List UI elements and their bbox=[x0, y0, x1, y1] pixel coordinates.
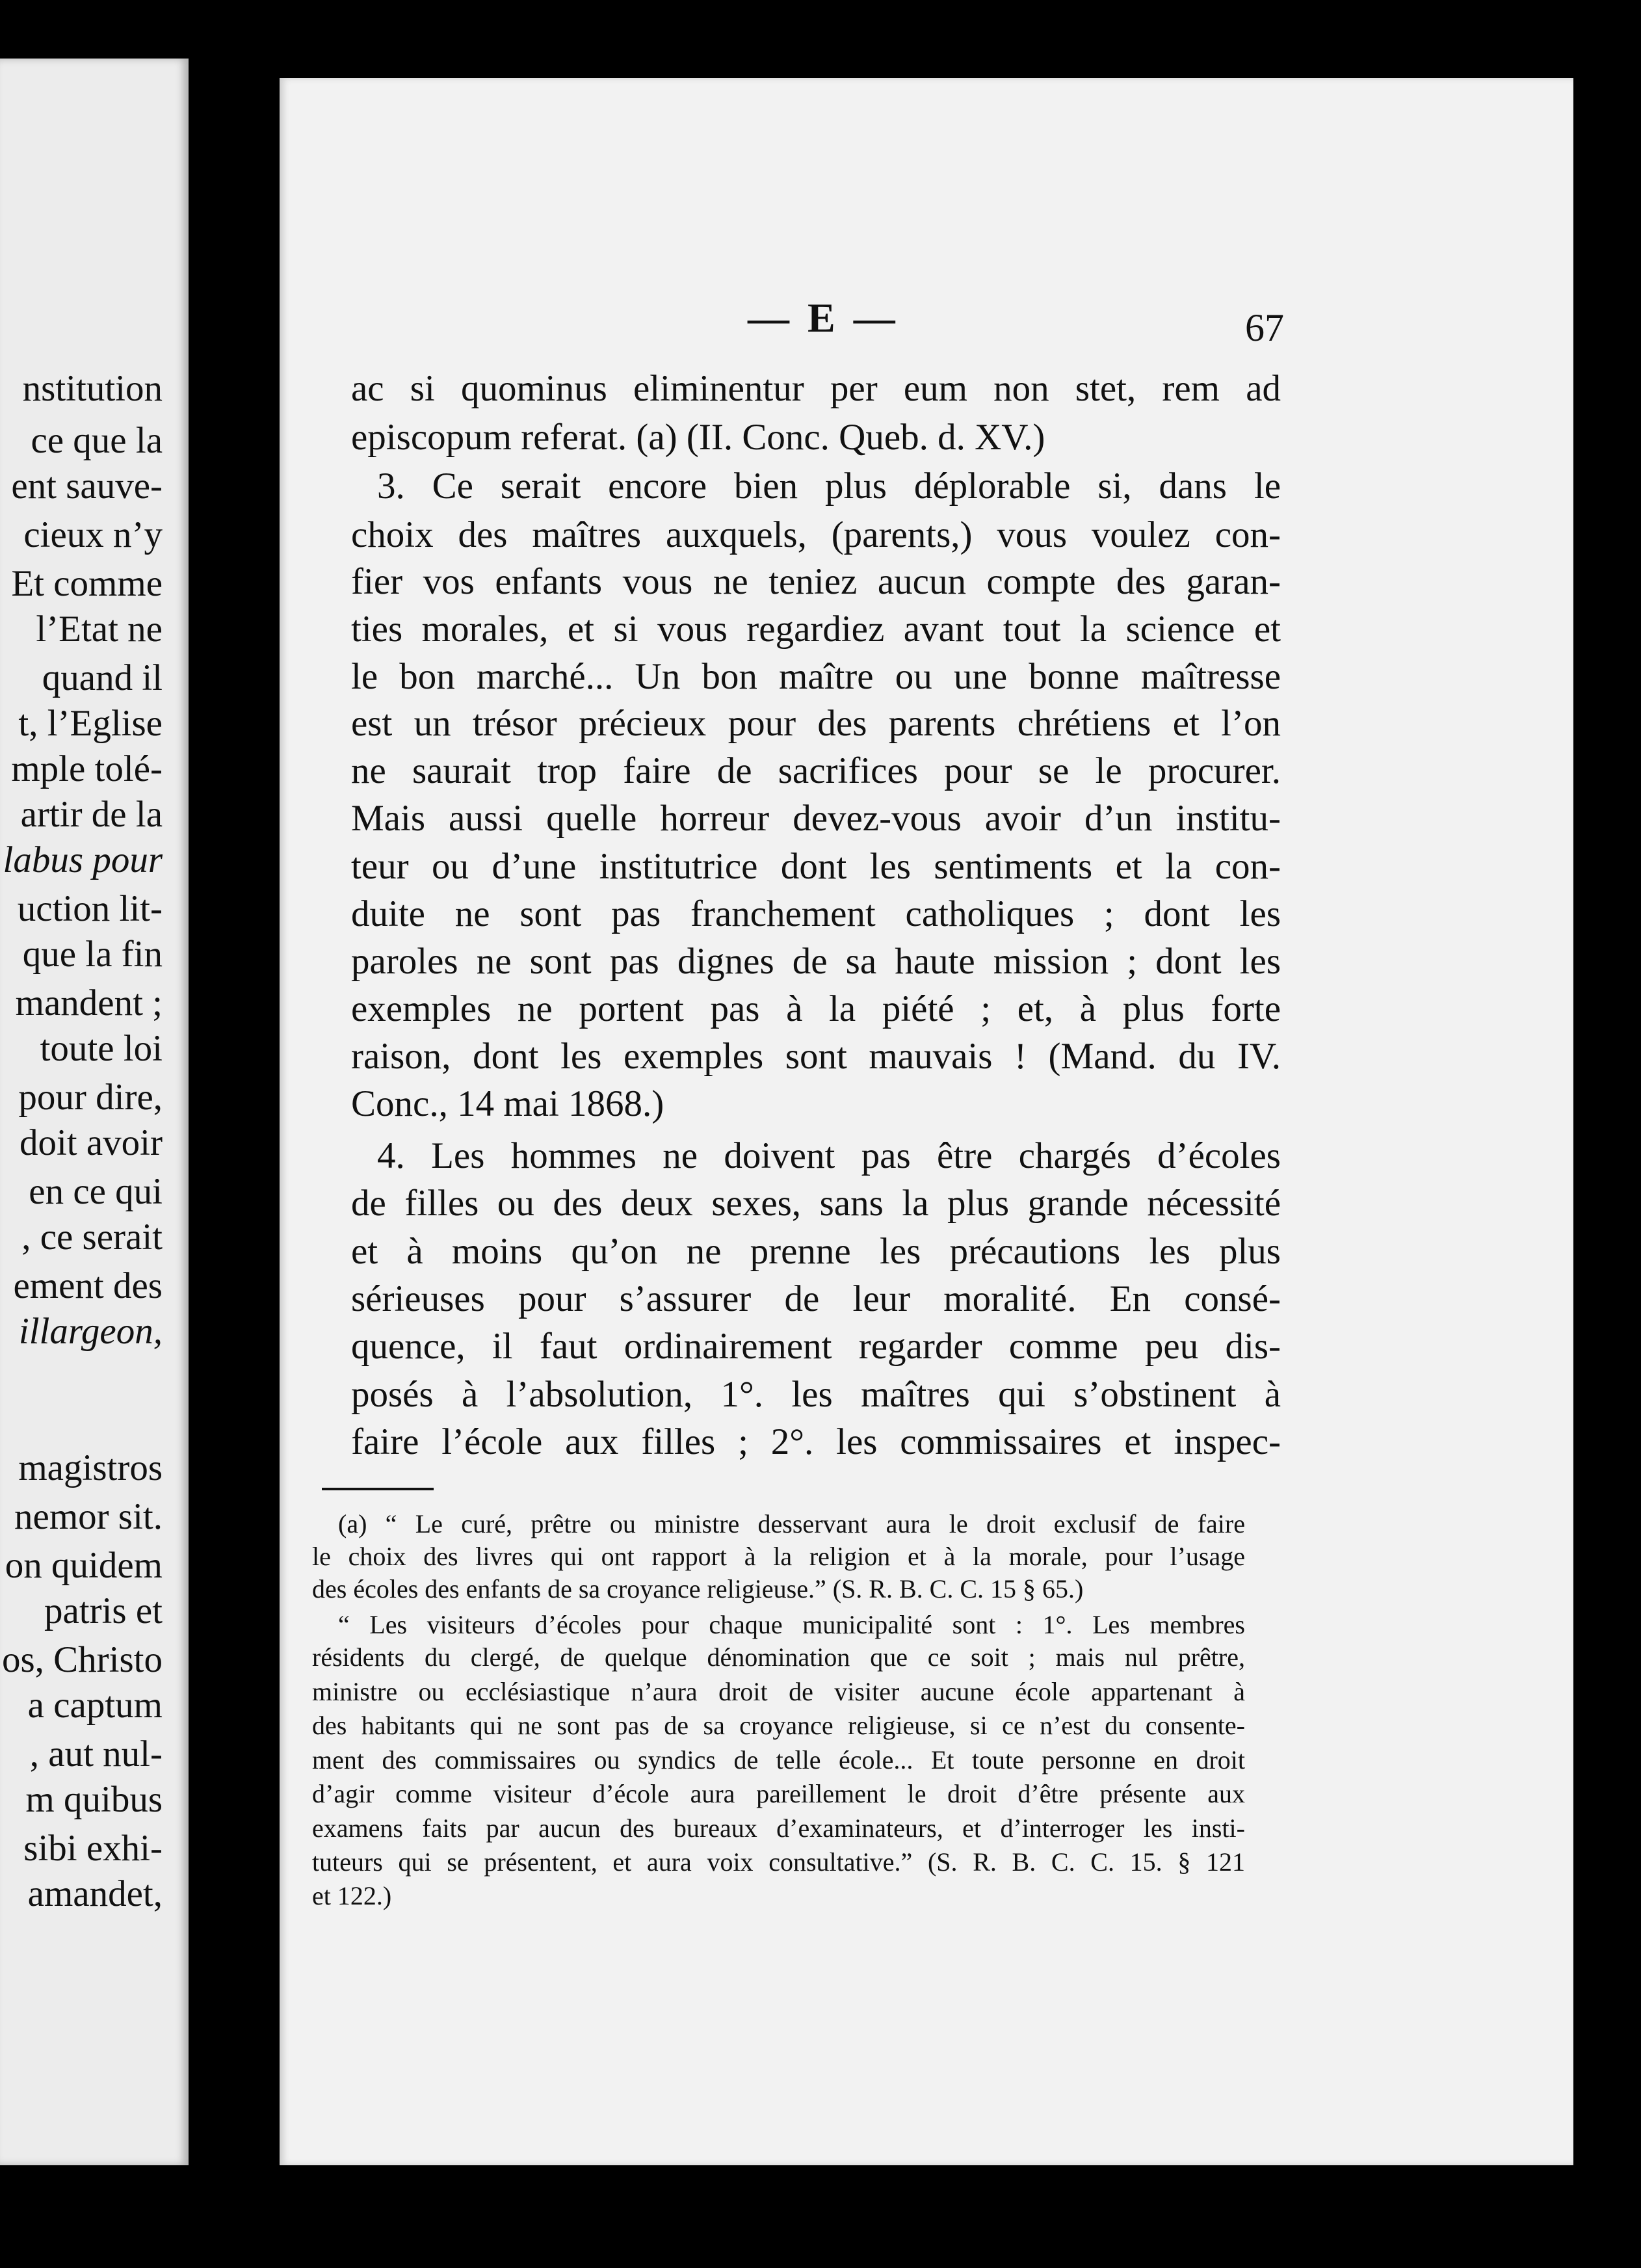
left-line: ement des bbox=[13, 1265, 163, 1306]
body-line: quence, il faut ordinairement regarder comme peu dis- bbox=[351, 1326, 1281, 1367]
body-line: duite ne sont pas franchement catholiques ; dont les bbox=[351, 893, 1281, 934]
body-line: choix des maîtres auxquels, (parents,) vous voulez con- bbox=[351, 514, 1281, 555]
page-number: 67 bbox=[1245, 306, 1284, 349]
left-line: magistros bbox=[18, 1447, 163, 1488]
left-line: ent sauve- bbox=[11, 466, 163, 507]
left-line: mple tolé- bbox=[11, 748, 163, 789]
left-line: toute loi bbox=[40, 1028, 163, 1069]
left-line: t, l’Eglise bbox=[18, 703, 163, 744]
body-line: faire l’école aux filles ; 2°. les commissaires et inspec- bbox=[351, 1421, 1281, 1462]
left-line: cieux n’y bbox=[23, 514, 163, 555]
footnote-line: et 122.) bbox=[312, 1881, 392, 1910]
left-line: os, Christo bbox=[1, 1639, 163, 1680]
footnote-line: des écoles des enfants de sa croyance religieuse.” (S. R. B. C. C. 15 § 65.) bbox=[312, 1574, 1084, 1603]
left-line: doit avoir bbox=[19, 1122, 163, 1163]
body-line: paroles ne sont pas dignes de sa haute mission ; dont les bbox=[351, 941, 1281, 982]
left-line: labus pour bbox=[3, 839, 163, 880]
left-line: patris et bbox=[44, 1590, 163, 1631]
left-line: amandet, bbox=[27, 1873, 163, 1914]
body-line: sérieuses pour s’assurer de leur moralité. En consé- bbox=[351, 1278, 1281, 1319]
left-line: nemor sit. bbox=[14, 1496, 163, 1537]
left-line: en ce qui bbox=[29, 1171, 163, 1212]
body-line: exemples ne portent pas à la piété ; et, à plus forte bbox=[351, 988, 1281, 1029]
footnote-line: résidents du clergé, de quelque dénomination que ce soit ; mais nul prêtre, bbox=[312, 1642, 1245, 1672]
body-line: 4. Les hommes ne doivent pas être chargés d’écoles bbox=[377, 1135, 1281, 1176]
left-line: illargeon, bbox=[18, 1311, 163, 1352]
left-line: artir de la bbox=[20, 794, 163, 835]
left-line: sibi exhi- bbox=[23, 1828, 163, 1869]
left-line: mandent ; bbox=[15, 982, 163, 1023]
left-line: Et comme bbox=[11, 563, 163, 604]
body-line: raison, dont les exemples sont mauvais ! (Mand. du IV. bbox=[351, 1036, 1281, 1077]
body-line: teur ou d’une institutrice dont les sentiments et la con- bbox=[351, 846, 1281, 887]
body-line: Mais aussi quelle horreur devez-vous avoir d’un institu- bbox=[351, 798, 1281, 839]
left-page-fragment bbox=[0, 59, 189, 2165]
footnote-line: examens faits par aucun des bureaux d’examinateurs, et d’interroger les insti- bbox=[312, 1813, 1245, 1843]
footnote-line: ministre ou ecclésiastique n’aura droit de visiter aucune école appartenant à bbox=[312, 1677, 1245, 1706]
footnote-line: des habitants qui ne sont pas de sa croyance religieuse, si ce n’est du consente- bbox=[312, 1711, 1245, 1740]
body-line: Conc., 14 mai 1868.) bbox=[351, 1083, 664, 1124]
left-line: , aut nul- bbox=[29, 1734, 163, 1774]
left-line: , ce serait bbox=[21, 1217, 163, 1258]
left-line: ce que la bbox=[31, 420, 163, 461]
footnote-rule bbox=[322, 1488, 434, 1490]
body-line: fier vos enfants vous ne teniez aucun compte des garan- bbox=[351, 561, 1281, 602]
left-line: que la fin bbox=[22, 934, 163, 975]
body-line: 3. Ce serait encore bien plus déplorable si, dans le bbox=[377, 466, 1281, 507]
body-line: ties morales, et si vous regardiez avant tout la science et bbox=[351, 609, 1281, 650]
body-line: de filles ou des deux sexes, sans la plus grande nécessité bbox=[351, 1183, 1281, 1224]
left-line: m quibus bbox=[25, 1779, 163, 1820]
left-line: uction lit- bbox=[17, 888, 163, 929]
left-line: pour dire, bbox=[18, 1077, 163, 1118]
left-line: a captum bbox=[27, 1685, 163, 1726]
footnote-line: d’agir comme visiteur d’école aura pareillement le droit d’être présente aux bbox=[312, 1779, 1245, 1808]
body-line: et à moins qu’on ne prenne les précautions les plus bbox=[351, 1231, 1281, 1272]
footnote-line: le choix des livres qui ont rapport à la religion et à la morale, pour l’usage bbox=[312, 1542, 1245, 1571]
body-line: ac si quominus eliminentur per eum non stet, rem ad bbox=[351, 368, 1281, 409]
left-line: quand il bbox=[42, 657, 163, 698]
footnote-line: ment des commissaires ou syndics de telle école... Et toute personne en droit bbox=[312, 1745, 1245, 1774]
body-line: est un trésor précieux pour des parents chrétiens et l’on bbox=[351, 703, 1281, 744]
footnote-line: “ Les visiteurs d’écoles pour chaque municipalité sont : 1°. Les membres bbox=[338, 1610, 1245, 1639]
footnote-line: (a) “ Le curé, prêtre ou ministre desservant aura le droit exclusif de faire bbox=[338, 1509, 1245, 1538]
footnote-line: tuteurs qui se présentent, et aura voix consultative.” (S. R. B. C. C. 15. § 121 bbox=[312, 1847, 1245, 1877]
body-line: episcopum referat. (a) (II. Conc. Queb. d. XV.) bbox=[351, 417, 1045, 458]
body-line: posés à l’absolution, 1°. les maîtres qui s’obstinent à bbox=[351, 1374, 1281, 1415]
body-line: ne saurait trop faire de sacrifices pour se le procurer. bbox=[351, 750, 1281, 791]
left-line: on quidem bbox=[5, 1545, 163, 1586]
body-line: le bon marché... Un bon maître ou une bonne maîtresse bbox=[351, 656, 1281, 697]
running-header: — E — bbox=[748, 295, 899, 341]
left-line: nstitution bbox=[22, 368, 163, 409]
left-line: l’Etat ne bbox=[36, 609, 163, 650]
